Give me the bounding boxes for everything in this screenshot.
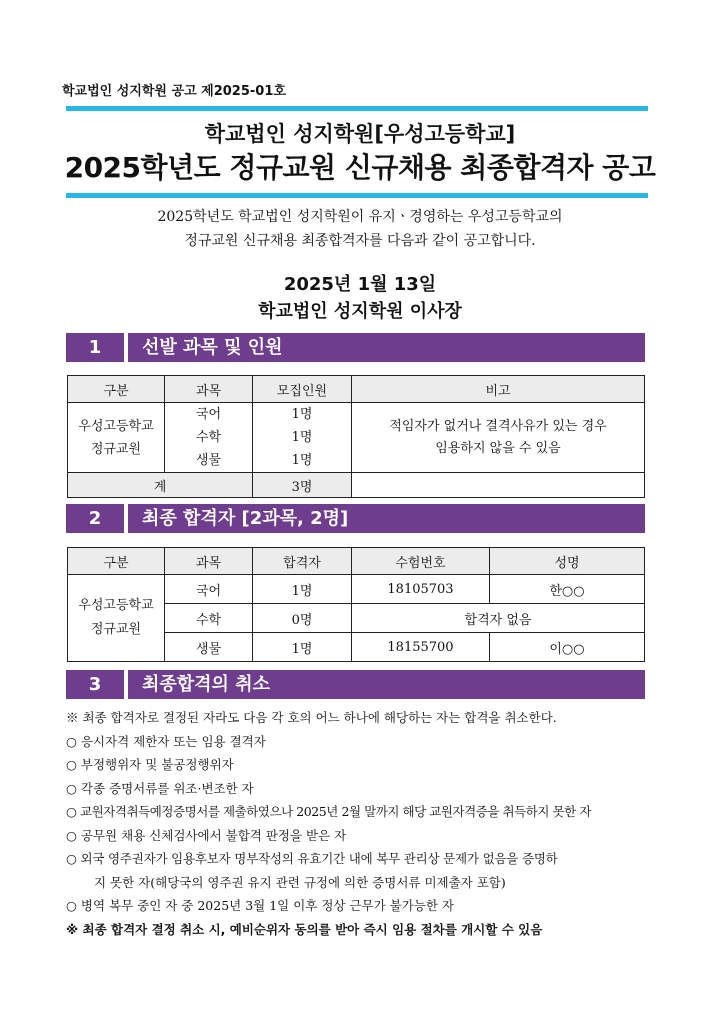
list-item: ○ 공무원 채용 신체검사에서 불합격 판정을 받은 자 (66, 827, 347, 843)
section-title: 선발 과목 및 인원 (128, 333, 645, 362)
recruitment-table (67, 375, 645, 498)
table-header-row (68, 376, 645, 403)
count-cell: 0명 (253, 604, 352, 633)
section-number: 2 (66, 504, 124, 533)
category-line: 우성고등학교 (78, 418, 154, 434)
section-number: 1 (66, 333, 124, 362)
total-count: 3명 (253, 473, 352, 498)
subject-cell: 국어 (165, 575, 253, 604)
list-item: ○ 각종 증명서류를 위조·변조한 자 (66, 780, 254, 796)
subject-cell: 수학 (165, 604, 253, 633)
total-label: 계 (68, 473, 253, 498)
section-header-1 (66, 333, 645, 362)
note-line: 적임자가 없거나 결격사유가 있는 경우 (389, 418, 607, 434)
category-line: 정규교원 (90, 622, 142, 637)
list-item: ○ 병역 복무 중인 자 중 2025년 3월 1일 이후 정상 근무가 불가능한 자 (66, 898, 455, 913)
list-item-continuation: 지 못한 자(해당국의 영주권 유지 관련 규정에 의한 증명서류 미제출자 포함) (94, 874, 506, 890)
column-header: 합격자 (253, 548, 352, 575)
document-title: 2025학년도 정규교원 신규채용 최종합격자 공고 (64, 151, 656, 184)
total-row (68, 473, 645, 498)
category-cell (68, 575, 165, 662)
column-header: 성명 (490, 548, 645, 575)
column-header: 수험번호 (352, 548, 490, 575)
intro-line: 2025학년도 학교법인 성지학원이 유지ㆍ경영하는 우성고등학교의 (157, 209, 563, 225)
section-header-2 (66, 504, 645, 533)
count-cell: 1명 (253, 575, 352, 604)
exam-number-cell: 18105703 (352, 575, 490, 604)
subject-cell (165, 403, 253, 473)
name-cell: 한○○ (490, 575, 645, 604)
category-line: 정규교원 (90, 441, 142, 457)
section-title: 최종합격의 취소 (128, 670, 645, 699)
column-header: 구분 (68, 548, 165, 575)
category-cell (68, 403, 165, 473)
list-item: ○ 외국 영주권자가 임용후보자 명부작성의 유효기간 내에 복무 관리상 문제가 없음을 증명하 (66, 851, 558, 866)
intro-paragraph (0, 205, 720, 253)
document-subtitle: 학교법인 성지학원[우성고등학교] (204, 122, 516, 146)
count-cell: 1명 (253, 633, 352, 662)
subject: 수학 (195, 430, 222, 445)
name-cell: 이○○ (490, 633, 645, 662)
column-header: 과목 (165, 376, 253, 403)
column-header: 구분 (68, 376, 165, 403)
exam-number-cell: 18155700 (352, 633, 490, 662)
announcement-date: 2025년 1월 13일 (283, 274, 437, 295)
subject-cell: 생물 (165, 633, 253, 662)
announcer: 학교법인 성지학원 이사장 (258, 301, 462, 322)
table-row (68, 403, 645, 473)
subject: 국어 (195, 407, 222, 422)
note-line: 임용하지 않을 수 있음 (435, 440, 561, 456)
section-number: 3 (66, 670, 124, 699)
list-item: ○ 부정행위자 및 불공정행위자 (66, 757, 234, 772)
column-header: 모집인원 (253, 376, 352, 403)
intro-line: 정규교원 신규채용 최종합격자를 다음과 같이 공고합니다. (184, 233, 536, 249)
title-bottom-rule (66, 193, 648, 198)
total-note (352, 473, 645, 498)
cancellation-list (66, 706, 666, 941)
cancellation-intro: ※ 최종 합격자로 결정된 자라도 다음 각 호의 어느 하나에 해당하는 자는 합격을 취소한다. (66, 710, 557, 725)
section-header-3 (66, 670, 645, 699)
column-header: 과목 (165, 548, 253, 575)
subject: 생물 (195, 453, 222, 468)
table-row (68, 575, 645, 604)
category-line: 우성고등학교 (78, 598, 154, 613)
count-cell (253, 403, 352, 473)
document-number: 학교법인 성지학원 공고 제2025-01호 (62, 84, 286, 99)
count: 1명 (291, 430, 313, 445)
footer-note: ※ 최종 합격자 결정 취소 시, 예비순위자 동의를 받아 즉시 임용 절차를 개시할 수 있음 (66, 921, 543, 937)
title-top-rule (66, 106, 648, 111)
list-item: ○ 교원자격취득예정증명서를 제출하였으나 2025년 2월 말까지 해당 교원자격증을 취득하지 못한 자 (66, 804, 591, 819)
count: 1명 (291, 453, 313, 468)
list-item: ○ 응시자격 제한자 또는 임용 결격자 (66, 733, 266, 749)
note-cell (352, 403, 645, 473)
final-candidates-table (67, 547, 645, 662)
section-title: 최종 합격자 [2과목, 2명] (128, 504, 645, 533)
table-header-row (68, 548, 645, 575)
count: 1명 (291, 407, 313, 422)
no-candidate-cell: 합격자 없음 (352, 604, 645, 633)
column-header: 비고 (352, 376, 645, 403)
